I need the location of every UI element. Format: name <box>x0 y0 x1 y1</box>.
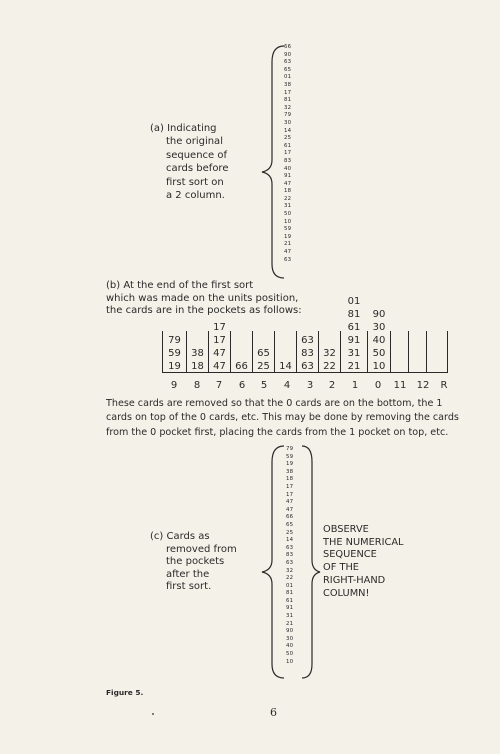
sequence-number: 65 <box>286 521 294 528</box>
pocket-card: 90 <box>372 309 386 320</box>
sequence-number: 83 <box>284 157 292 164</box>
sequence-number: 83 <box>286 552 294 559</box>
pocket-label: 1 <box>351 380 359 391</box>
sequence-number: 10 <box>286 658 294 665</box>
pocket-card: 81 <box>347 309 361 320</box>
pocket-card: 30 <box>372 322 386 333</box>
sequence-number: 63 <box>284 59 292 66</box>
pocket <box>392 331 407 373</box>
pocket-label: 0 <box>374 380 382 391</box>
sequence-number: 17 <box>284 89 292 96</box>
sequence-number: 66 <box>284 44 292 50</box>
caption-c-line: the pockets <box>166 556 225 568</box>
caption-a-line: (a) Indicating <box>150 123 217 134</box>
caption-b-line: (b) At the end of the first sort <box>106 280 254 291</box>
pocket-label: 5 <box>260 380 268 391</box>
sequence-number: 61 <box>286 597 294 604</box>
instruction-paragraph <box>106 397 466 440</box>
caption-b-line: which was made on the units position, <box>106 292 299 304</box>
caption-b-line: the cards are in the pockets as follows: <box>106 305 302 316</box>
caption-a <box>150 122 228 202</box>
pocket-card: 83 <box>301 348 314 359</box>
pocket-label: 4 <box>283 380 291 391</box>
caption-c-line: (c) Cards as <box>150 531 210 542</box>
pocket-divider <box>230 331 231 373</box>
pocket-divider <box>252 331 253 373</box>
pocket <box>276 331 295 373</box>
pocket-card: 50 <box>372 348 386 359</box>
sequence-number: 38 <box>284 81 292 88</box>
pocket <box>164 331 185 373</box>
observe-line: THE NUMERICAL <box>323 536 404 548</box>
pocket-label: R <box>440 380 448 391</box>
sequence-number: 30 <box>286 635 294 642</box>
sequence-number: 90 <box>284 51 292 58</box>
pocket-card: 17 <box>213 322 226 333</box>
sequence-number: 31 <box>284 203 292 210</box>
paragraph-line: from the 0 pocket first, placing the cards from the 1 pocket on top, etc. <box>106 426 449 438</box>
sequence-number: 19 <box>286 461 294 468</box>
sequence-number: 30 <box>284 119 292 126</box>
sequence-number: 21 <box>286 620 294 627</box>
pocket-card: 32 <box>323 348 336 359</box>
pocket-label: 8 <box>193 380 201 391</box>
pocket-card: 63 <box>301 335 314 346</box>
sequence-number: 66 <box>286 514 294 521</box>
sequence-number: 31 <box>286 613 294 620</box>
sequence-number: 25 <box>286 529 294 536</box>
sequence-number: 17 <box>286 491 294 498</box>
pocket-card: 47 <box>213 348 226 359</box>
sequence-number: 50 <box>286 651 294 658</box>
pocket <box>428 331 447 373</box>
pocket-divider <box>186 331 187 373</box>
pocket-divider <box>408 331 409 373</box>
pocket-label: 7 <box>215 380 223 391</box>
sequence-number: 32 <box>284 104 292 111</box>
pocket-card: 19 <box>168 361 181 372</box>
caption-a-line: cards before <box>166 163 229 175</box>
pocket <box>342 295 366 373</box>
caption-a-line: sequence of <box>166 149 228 161</box>
caption-c-line: after the <box>166 568 210 580</box>
sequence-number: 22 <box>284 195 292 202</box>
sequence-number: 40 <box>286 643 294 650</box>
sequence-number: 63 <box>286 559 294 566</box>
pocket-card: 59 <box>168 348 181 359</box>
caption-c <box>150 531 237 594</box>
pocket-card: 10 <box>372 361 386 372</box>
sequence-number: 79 <box>286 446 294 452</box>
pocket-divider <box>162 331 163 373</box>
caption-a-line: the original <box>166 136 223 148</box>
sequence-number: 65 <box>284 66 292 73</box>
pocket-card: 14 <box>279 361 292 372</box>
observe-line: SEQUENCE <box>323 549 377 561</box>
pocket-card: 91 <box>347 335 361 346</box>
pocket-divider <box>318 331 319 373</box>
sequence-number: 38 <box>286 468 294 475</box>
sequence-number: 47 <box>284 180 292 187</box>
pocket-divider <box>340 331 341 373</box>
pocket-card: 01 <box>347 296 361 307</box>
pocket-divider <box>390 331 391 373</box>
page-number: 6 <box>270 706 277 719</box>
sequence-number: 25 <box>284 135 292 142</box>
sequence-number: 17 <box>284 150 292 157</box>
paragraph-line: These cards are removed so that the 0 cards are on the bottom, the 1 <box>106 398 443 409</box>
pocket-card: 66 <box>235 361 248 372</box>
sequence-number: 01 <box>284 74 292 81</box>
sequence-number: 90 <box>286 628 294 635</box>
sequence-number: 63 <box>286 544 294 551</box>
caption-c-line: first sort. <box>166 581 212 593</box>
sequence-number: 59 <box>286 453 294 460</box>
sequence-number: 59 <box>284 226 292 233</box>
sequence-number: 63 <box>284 256 292 263</box>
pocket-card: 25 <box>257 361 270 372</box>
pocket <box>410 331 425 373</box>
sequence-number: 40 <box>284 165 292 172</box>
sequence-column-a <box>284 44 291 264</box>
sequence-number: 81 <box>284 97 292 104</box>
sequence-number: 19 <box>284 233 292 240</box>
pocket-card: 47 <box>213 361 226 372</box>
pocket-card: 63 <box>301 361 314 372</box>
pocket-card: 18 <box>191 361 204 372</box>
observe-line: OBSERVE <box>323 524 369 535</box>
pocket-card: 21 <box>347 361 361 372</box>
sequence-number: 61 <box>284 142 292 149</box>
pocket-card: 22 <box>323 361 336 372</box>
pocket <box>298 331 317 373</box>
sequence-number: 32 <box>286 567 294 574</box>
pocket-card: 61 <box>347 322 361 333</box>
stray-dot <box>152 713 154 715</box>
pocket-card: 79 <box>168 335 181 346</box>
pocket <box>320 331 339 373</box>
pocket-card: 31 <box>347 348 361 359</box>
observe-line: RIGHT-HAND <box>323 574 386 586</box>
pocket <box>369 308 389 373</box>
paragraph-line: cards on top of the 0 cards, etc. This may be done by removing the cards <box>106 412 459 424</box>
pocket-divider <box>274 331 275 373</box>
pocket-label: 3 <box>306 380 314 391</box>
caption-a-line: first sort on <box>166 176 224 188</box>
pocket <box>254 331 273 373</box>
sequence-number: 22 <box>286 575 294 582</box>
sequence-number: 79 <box>284 112 292 119</box>
sequence-number: 21 <box>284 241 292 248</box>
observe-line: COLUMN! <box>323 587 370 599</box>
pocket-divider <box>426 331 427 373</box>
sequence-number: 91 <box>286 605 294 612</box>
figure-label: Figure 5. <box>106 688 144 697</box>
pocket-card: 38 <box>191 348 204 359</box>
sequence-number: 14 <box>284 127 292 134</box>
pocket-label: 6 <box>238 380 246 391</box>
pocket <box>232 331 251 373</box>
sequence-number: 14 <box>286 537 294 544</box>
sequence-number: 18 <box>286 476 294 483</box>
sequence-number: 18 <box>284 188 292 195</box>
caption-c-line: removed from <box>166 543 237 555</box>
pocket-divider <box>296 331 297 373</box>
sequence-number: 81 <box>286 590 294 597</box>
observe-line: OF THE <box>323 562 360 574</box>
sequence-number: 47 <box>286 506 294 513</box>
caption-b <box>106 280 302 318</box>
pocket-card: 40 <box>372 335 386 346</box>
pocket-label: 12 <box>416 380 430 391</box>
pocket-divider <box>367 331 368 373</box>
caption-a-line: a 2 column. <box>166 190 225 202</box>
pocket-label: 9 <box>170 380 178 391</box>
pocket <box>210 321 229 373</box>
sequence-number: 47 <box>286 499 294 506</box>
pocket-card: 65 <box>257 348 270 359</box>
pocket-label: 2 <box>328 380 336 391</box>
pocket <box>188 331 207 373</box>
observe-note <box>323 524 404 600</box>
pocket-divider <box>208 331 209 373</box>
sequence-number: 50 <box>284 211 292 218</box>
sequence-number: 91 <box>284 173 292 180</box>
sequence-number: 17 <box>286 483 294 490</box>
pocket-card: 17 <box>213 335 226 346</box>
pocket-divider <box>447 331 448 373</box>
pocket-label: 11 <box>393 380 407 391</box>
sequence-number: 10 <box>284 218 292 225</box>
sequence-number: 47 <box>284 249 292 256</box>
sequence-column-c <box>286 446 293 666</box>
sequence-number: 01 <box>286 582 294 589</box>
